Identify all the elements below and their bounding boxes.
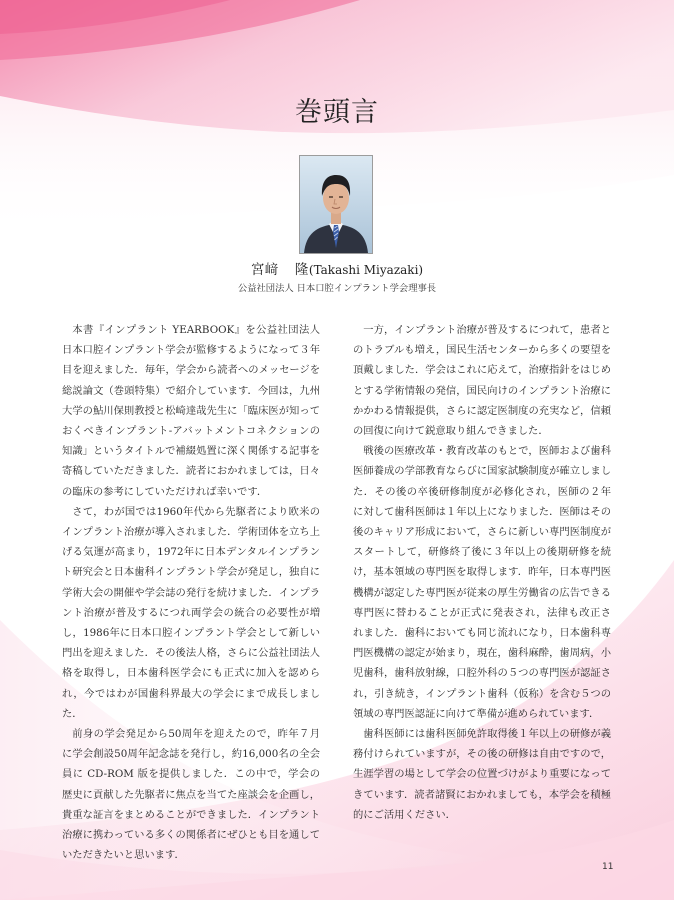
- body-column-right: [353, 320, 611, 825]
- body-column-left: [62, 320, 320, 865]
- paragraph: 戦後の医療改革・教育改革のもとで，医師および歯科医師養成の学部教育ならびに国家試験制度が確立しました．その後の卒後研修制度が必修化され，医師の２年に対して歯科医師は１年以上になりました．医師はその後のキャリア形成において，さらに新しい専門医制度がスタートして，研修終了後に３年以上の後期研修を続け，基本領域の専門医を取得します．昨年，日本専門医機構が認定した専門医が従来の厚生労働省の広告できる専門医に替わることが正式に発表され，法律も改正されました．歯科においても同じ流れになり，日本歯科専門医機構の認定が始まり，現在，歯科麻酔，歯周病，小児歯科，歯科放射線，口腔外科の５つの専門医が認証され，引き続き，インプラント歯科（仮称）を含む５つの領域の専門医認証に向けて準備が進められています．: [353, 445, 611, 720]
- author-photo: [299, 155, 373, 254]
- paragraph: 歯科医師には歯科医師免許取得後１年以上の研修が義務付けられていますが，その後の研修は自由ですので，生涯学習の場として学会の位置づけがより重要になってきています．読者諸賢におかれましても，本学会を積極的にご活用ください．: [353, 728, 611, 821]
- paragraph: 本書『インプラント YEARBOOK』を公益社団法人日本口腔インプラント学会が監修するようになって３年目を迎えました．毎年，学会から読者へのメッセージを総説論文（巻頭特集）で紹介しています．今回は，九州大学の鮎川保則教授と松崎達哉先生に「臨床医が知っておくべきインプラント‐アバットメントコネクションの知識」というタイトルで補綴処置に深く関係する記事を寄稿していただきました．読者におかれましては，日々の臨床の参考にしていただければ幸いです．: [62, 324, 320, 498]
- paragraph: 一方，インプラント治療が普及するにつれて，患者とのトラブルも増え，国民生活センターから多くの要望を頂戴しました．学会はこれに応えて，治療指針をはじめとする学術情報の発信，国民向けのインプラント治療にかかわる情報提供，さらに認定医制度の充実など，信頼の回復に向けて鋭意取り組んできました．: [353, 324, 611, 438]
- paragraph: さて，わが国では1960年代から先駆者により欧米のインプラント治療が導入されました．学術団体を立ち上げる気運が高まり，1972年に日本デンタルインプラント研究会と日本歯科インプラント学会が発足し，独自に学術大会の開催や学会誌の発行を続けました．インプラント治療が普及するにつれ両学会の統合の必要性が増し，1986年に日本口腔インプラント学会として新しい門出を迎えました．その後法人格，さらに公益社団法人格を取得し，日本歯科医学会にも正式に加入を認められ，今ではわが国歯科界最大の学会にまで成長しました．: [62, 505, 320, 720]
- author-name: [0, 258, 674, 278]
- paragraph: 前身の学会発足から50周年を迎えたので，昨年７月に学会創設50周年記念誌を発行し，約16,000名の全会員に CD-ROM 版を提供しました．この中で，学会の歴史に貢献した先駆者に焦点を当てた座談会を企画し，貴重な証言をまとめることができました．インプラント治療に携わっている多くの関係者にぜひとも目を通していただきたいと思います．: [62, 728, 320, 862]
- author-name-jp: 宮﨑 隆: [250, 262, 309, 278]
- author-name-en: (Takashi Miyazaki): [308, 263, 424, 277]
- author-affiliation: 公益社団法人 日本口腔インプラント学会理事長: [237, 283, 437, 294]
- page-number: 11: [602, 862, 614, 872]
- page-title: 巻頭言: [295, 97, 379, 128]
- portrait-image: [300, 156, 372, 253]
